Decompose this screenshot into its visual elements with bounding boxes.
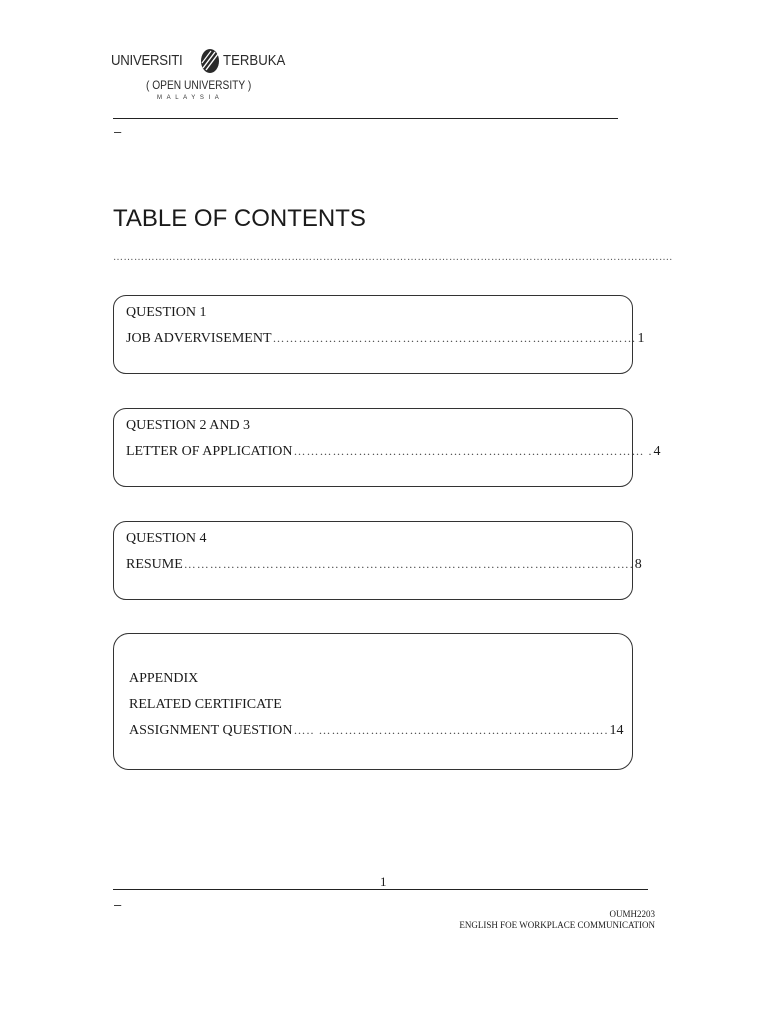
toc-entry-leader: ….. …………………………………………………………. [293, 723, 609, 737]
toc-heading: QUESTION 2 AND 3 [126, 418, 251, 433]
toc-entry-page: 8 [634, 557, 642, 572]
page-number: 1 [380, 874, 387, 889]
toc-entry-leader: ……………………………………………………………………………………….…. [183, 557, 634, 571]
toc-heading: QUESTION 1 [126, 305, 207, 320]
toc-entry-page: 14 [609, 723, 624, 738]
header-dash: – [114, 124, 122, 139]
footer-dash: – [114, 897, 122, 912]
toc-box-question-1 [113, 295, 645, 374]
toc-entry-leader: ………………………………………………………………………… [272, 331, 637, 345]
toc-entry[interactable] [126, 557, 642, 573]
toc-entry-page: 4 [653, 444, 661, 459]
toc-entry[interactable] [126, 444, 661, 460]
footer-course-code: OUMH2203 [609, 909, 655, 919]
toc-entry-label: LETTER OF APPLICATION [126, 444, 293, 459]
footer-rule [113, 889, 648, 890]
toc-heading: APPENDIX [129, 671, 199, 686]
footer-course-name: ENGLISH FOE WORKPLACE COMMUNICATION [459, 920, 655, 930]
page-title: TABLE OF CONTENTS [113, 205, 366, 232]
logo-emblem-icon [197, 48, 223, 74]
toc-entry-page: 1 [637, 331, 645, 346]
toc-subheading: RELATED CERTIFICATE [129, 697, 282, 712]
toc-entry-label: JOB ADVERVISEMENT [126, 331, 272, 346]
logo-country: MALAYSIA [157, 95, 224, 101]
toc-entry-label: RESUME [126, 557, 183, 572]
toc-entry-label: ASSIGNMENT QUESTION [129, 723, 293, 738]
university-logo [111, 48, 286, 106]
title-dotted-line: ……………………………………………………………………………………………………………………………………………. [113, 252, 673, 263]
toc-entry[interactable] [126, 331, 645, 347]
toc-box-question-4 [113, 521, 642, 600]
toc-box-appendix [113, 633, 633, 770]
logo-word-universiti: UNIVERSITI [111, 52, 183, 69]
toc-heading: QUESTION 4 [126, 531, 207, 546]
logo-subtitle: ( OPEN UNIVERSITY ) [146, 78, 252, 92]
toc-entry-leader: ……………………………………………………………………… . [293, 444, 653, 458]
toc-entry[interactable] [129, 723, 624, 739]
header-rule [113, 118, 618, 119]
toc-box-question-2-3 [113, 408, 661, 487]
logo-word-terbuka: TERBUKA [223, 52, 286, 69]
